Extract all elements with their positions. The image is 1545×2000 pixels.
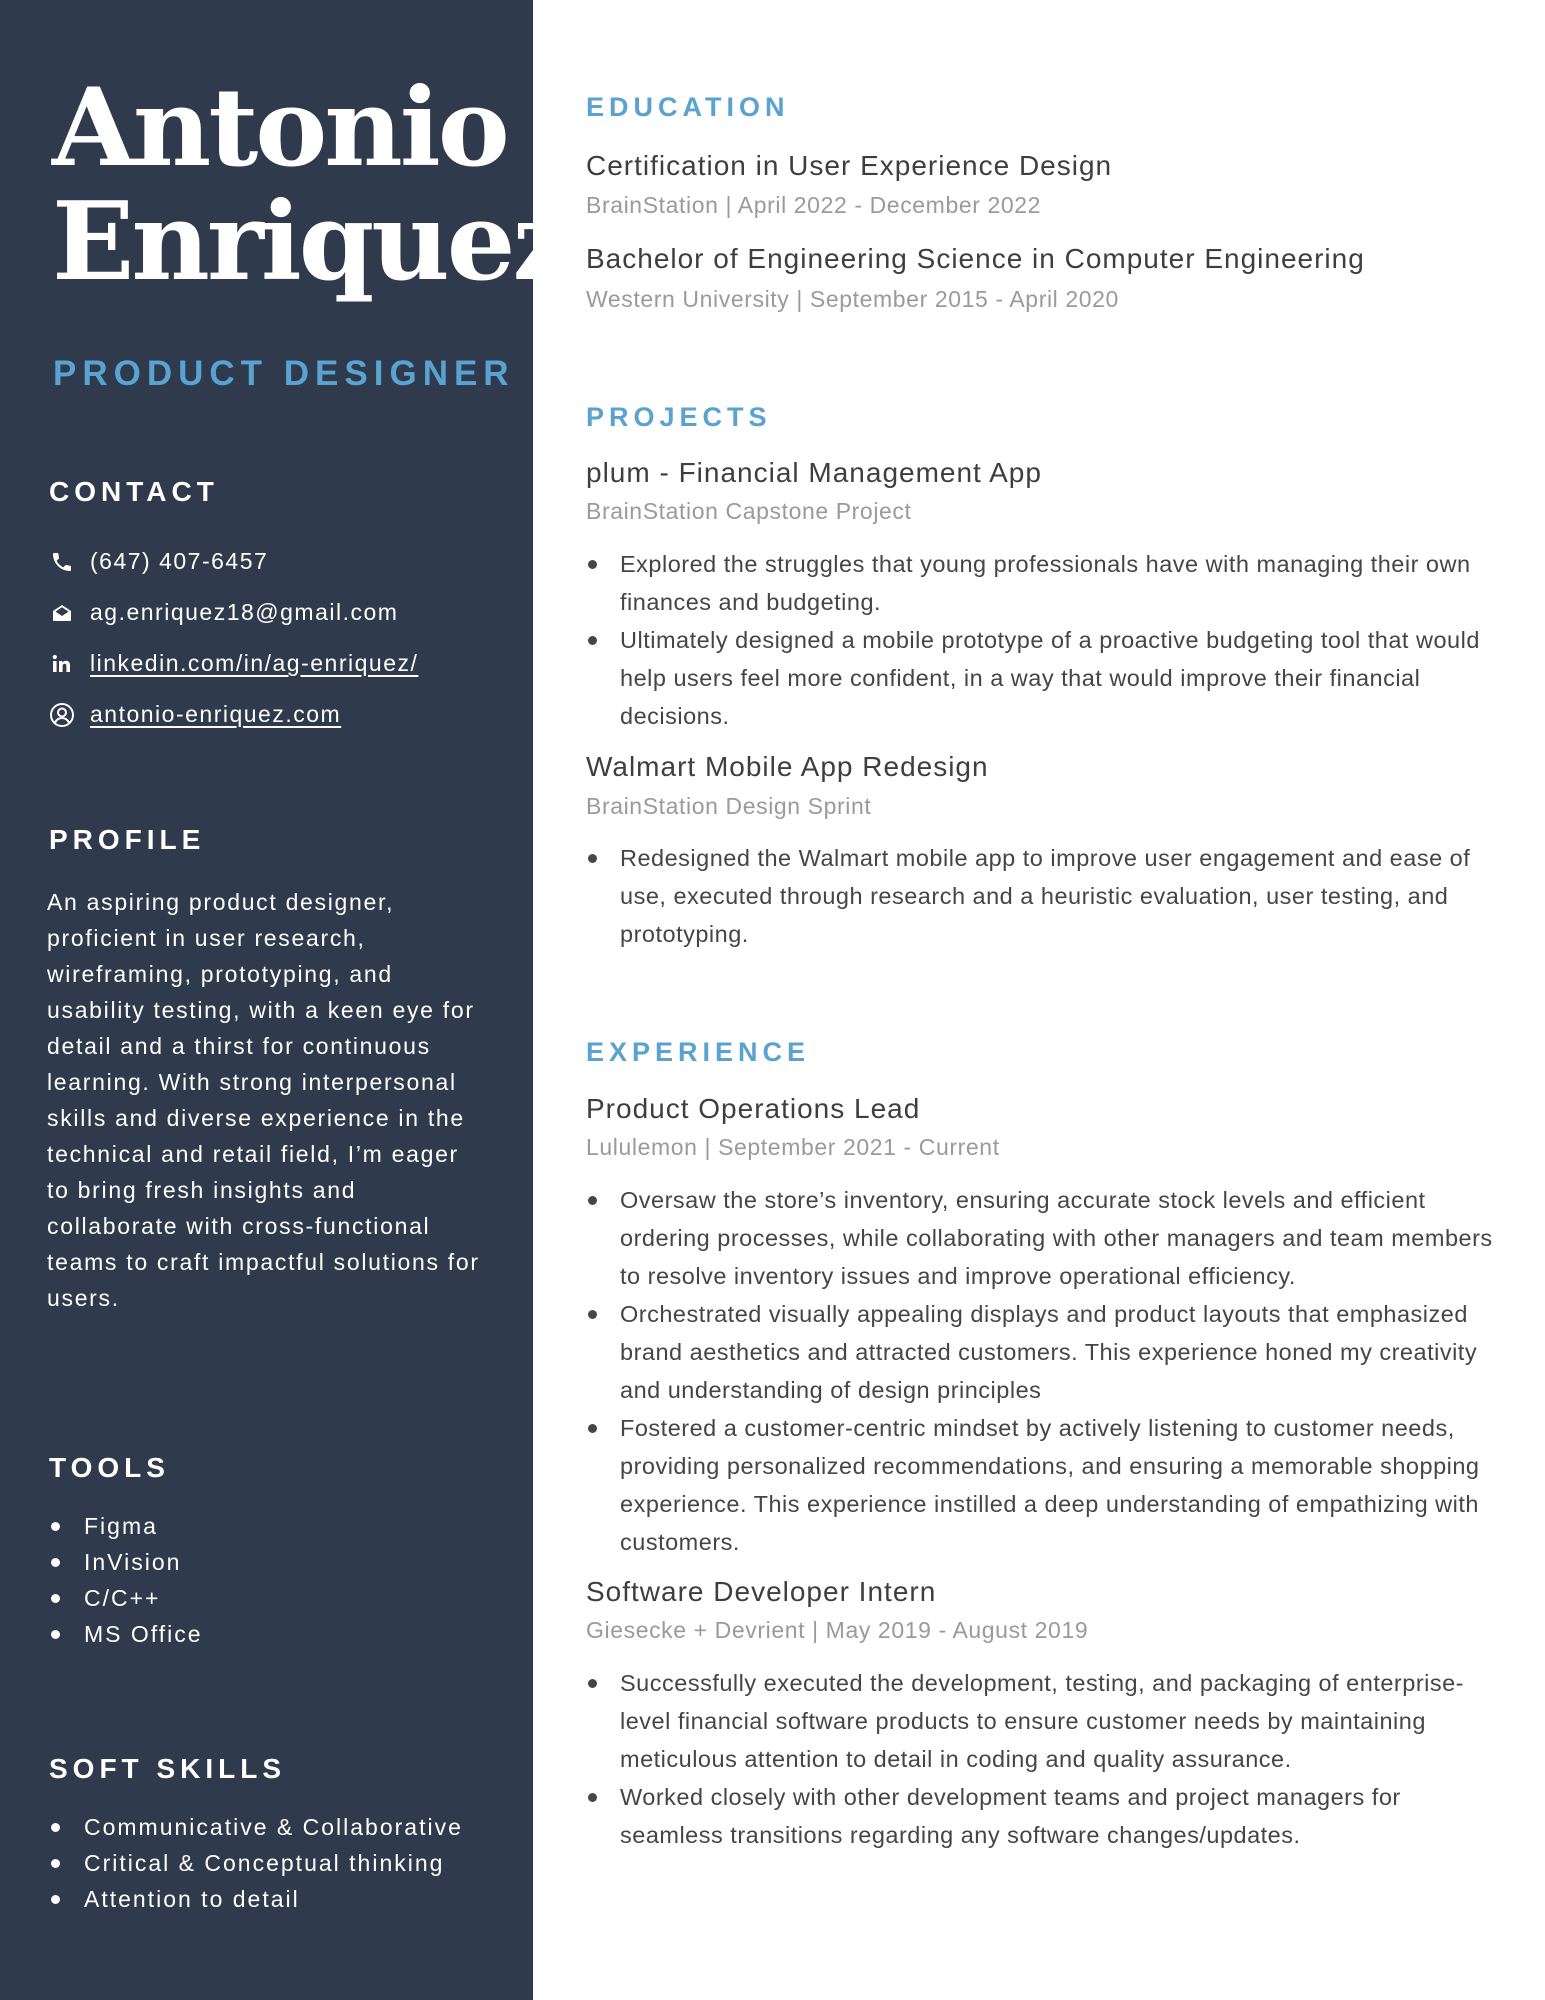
education-heading: EDUCATION — [586, 92, 790, 122]
sidebar — [0, 0, 571, 2000]
project-sub: BrainStation Capstone Project — [586, 498, 912, 524]
job-title-entry: Product Operations Lead — [586, 1093, 921, 1124]
tools-list — [48, 1508, 203, 1652]
email-address[interactable]: ag.enriquez18@gmail.com — [90, 599, 399, 625]
contact-email — [48, 587, 518, 638]
projects-heading: PROJECTS — [586, 402, 772, 432]
job-title-entry: Software Developer Intern — [586, 1576, 937, 1607]
mail-icon — [48, 599, 76, 627]
main-content — [586, 0, 1516, 2000]
user-circle-icon — [48, 701, 76, 729]
list-item: Critical & Conceptual thinking — [48, 1845, 463, 1881]
list-item: Attention to detail — [48, 1881, 463, 1917]
education-sub: BrainStation | April 2022 - December 2022 — [586, 192, 1042, 218]
contact-phone — [48, 536, 518, 587]
list-item: Worked closely with other development teams and project managers for seamless transitions regarding any software changes/updates. — [586, 1778, 1501, 1854]
list-item: Redesigned the Walmart mobile app to improve user engagement and ease of use, executed through research and a heuristic evaluation, user testing, and prototyping. — [586, 839, 1501, 953]
job-sub: Lululemon | September 2021 - Current — [586, 1134, 1000, 1160]
job-sub: Giesecke + Devrient | May 2019 - August 2019 — [586, 1617, 1089, 1643]
soft-skills-list — [48, 1809, 463, 1917]
profile-text: An aspiring product designer, proficient in user research, wireframing, prototyping, and usability testing, with a keen eye for detail and a thirst for continuous learning. With strong interpersonal skills and diverse experience in the technical and retail field, I’m eager to bring fresh insights and collaborate with cross-functional teams to craft impactful solutions for users. — [47, 889, 480, 1311]
project-sub: BrainStation Design Sprint — [586, 793, 872, 819]
list-item: MS Office — [48, 1616, 203, 1652]
profile-heading: PROFILE — [49, 824, 206, 855]
project-bullets — [586, 839, 1501, 953]
project-bullets — [586, 545, 1501, 735]
project-title: plum - Financial Management App — [586, 457, 1042, 488]
education-sub: Western University | September 2015 - April 2020 — [586, 286, 1119, 312]
contact-website — [48, 689, 518, 740]
list-item: Successfully executed the development, testing, and packaging of enterprise-level financial software products to ensure customer needs by maintaining meticulous attention to detail in coding and quality assurance. — [586, 1664, 1501, 1778]
job-bullets — [586, 1664, 1501, 1854]
contact-heading: CONTACT — [49, 476, 219, 507]
list-item: Orchestrated visually appealing displays and product layouts that emphasized brand aesthetics and attracted customers. This experience honed my creativity and understanding of design principles — [586, 1295, 1501, 1409]
soft-skills-heading: SOFT SKILLS — [49, 1753, 286, 1784]
list-item: Ultimately designed a mobile prototype of a proactive budgeting tool that would help users feel more confident, in a way that would improve their financial decisions. — [586, 621, 1501, 735]
education-title: Certification in User Experience Design — [586, 150, 1113, 181]
project-title: Walmart Mobile App Redesign — [586, 751, 989, 782]
contact-list — [48, 536, 518, 740]
name-last: Enriquez — [52, 179, 571, 305]
education-title: Bachelor of Engineering Science in Computer Engineering — [586, 243, 1365, 274]
list-item: Explored the struggles that young professionals have with managing their own finances and budgeting. — [586, 545, 1501, 621]
list-item: Figma — [48, 1508, 203, 1544]
website-link[interactable]: antonio-enriquez.com — [90, 701, 342, 727]
list-item: C/C++ — [48, 1580, 203, 1616]
experience-heading: EXPERIENCE — [586, 1037, 811, 1067]
linkedin-link[interactable]: linkedin.com/in/ag-enriquez/ — [90, 650, 419, 676]
list-item: Communicative & Collaborative — [48, 1809, 463, 1845]
job-bullets — [586, 1181, 1501, 1561]
job-title: PRODUCT DESIGNER — [53, 354, 515, 393]
name-first: Antonio — [52, 65, 507, 191]
linkedin-icon — [48, 650, 76, 678]
phone-icon — [48, 548, 76, 576]
list-item: Fostered a customer-centric mindset by actively listening to customer needs, providing personalized recommendations, and ensuring a memorable shopping experience. This experience instilled a deep understanding of empathizing with customers. — [586, 1409, 1501, 1561]
list-item: InVision — [48, 1544, 203, 1580]
tools-heading: TOOLS — [49, 1452, 170, 1483]
list-item: Oversaw the store’s inventory, ensuring accurate stock levels and efficient ordering processes, while collaborating with other managers and team members to resolve inventory issues and improve operational efficiency. — [586, 1181, 1501, 1295]
contact-linkedin — [48, 638, 518, 689]
phone-number[interactable]: (647) 407-6457 — [90, 548, 269, 574]
